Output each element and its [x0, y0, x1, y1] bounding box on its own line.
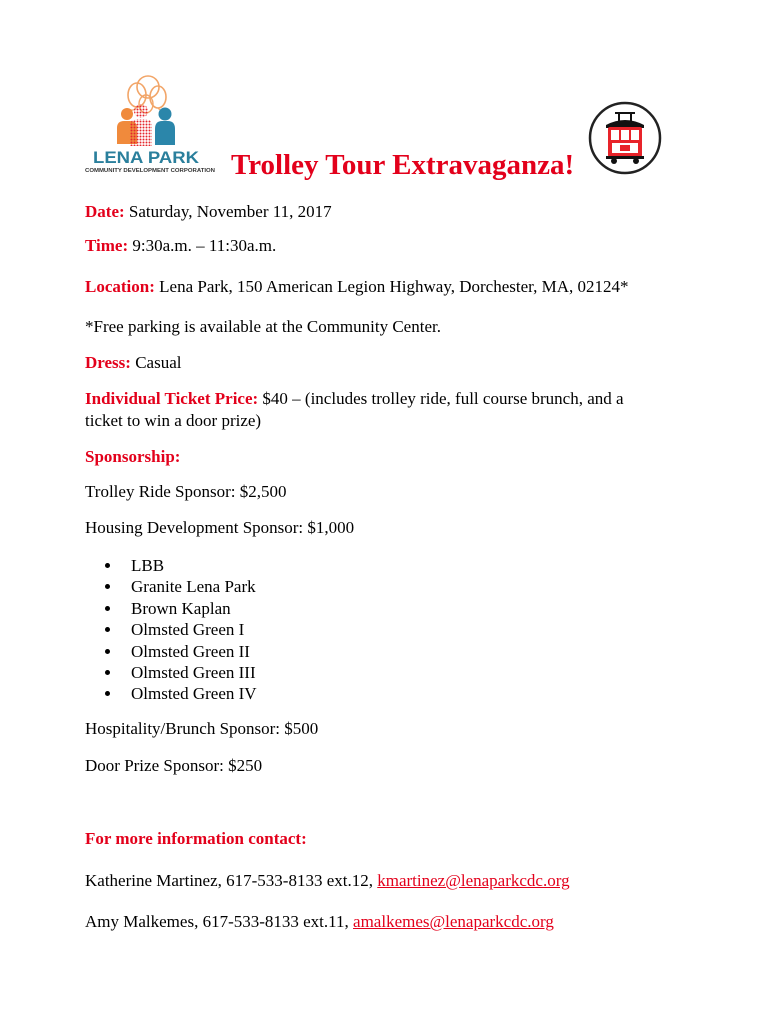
trolley-window-left	[611, 130, 619, 140]
list-item	[85, 662, 257, 683]
trolley-window-middle	[621, 130, 629, 140]
list-item	[85, 576, 257, 597]
housing-development-sponsor: Housing Development Sponsor: $1,000	[85, 518, 355, 537]
logo-subtitle: COMMUNITY DEVELOPMENT CORPORATION	[85, 168, 215, 174]
hospitality-brunch-sponsor: Hospitality/Brunch Sponsor: $500	[85, 719, 319, 738]
bullet-dot-icon	[105, 606, 110, 611]
trolley-door	[620, 145, 630, 151]
teal-figure-head	[159, 108, 172, 121]
contact-amy	[85, 912, 554, 932]
list-item-text: Granite Lena Park	[131, 577, 256, 597]
list-item	[85, 641, 257, 662]
door-prize-sponsor: Door Prize Sponsor: $250	[85, 756, 263, 775]
trolley-chassis	[606, 156, 644, 159]
contact-details: Amy Malkemes, 617-533-8133 ext.11,	[85, 912, 349, 931]
list-item	[85, 555, 257, 576]
contact-katherine	[85, 871, 570, 891]
date-label: Date:	[85, 202, 125, 221]
list-item	[85, 683, 257, 704]
teal-figure-body	[155, 121, 175, 145]
dress-label: Dress:	[85, 353, 131, 372]
bullet-dot-icon	[105, 627, 110, 632]
date-value: Saturday, November 11, 2017	[128, 202, 332, 221]
time-value: 9:30a.m. – 11:30a.m.	[132, 236, 277, 255]
dress-value: Casual	[135, 353, 182, 372]
time-label: Time:	[85, 236, 129, 255]
list-item-text: Brown Kaplan	[131, 598, 231, 618]
bullet-dot-icon	[105, 563, 110, 568]
orange-figure-head	[121, 108, 133, 120]
housing-sponsor-list	[85, 555, 257, 705]
list-item-text: Olmsted Green IV	[131, 684, 257, 704]
red-dotted-figure-body	[130, 119, 152, 146]
page-title: Trolley Tour Extravaganza!	[231, 149, 575, 181]
trolley-window-right	[631, 130, 639, 140]
event-location	[85, 277, 629, 297]
list-item	[85, 619, 257, 640]
list-item-text: Olmsted Green III	[131, 662, 256, 682]
ticket-value-line1: $40 – (includes trolley ride, full course brunch, and a	[262, 389, 624, 408]
people-balloons-icon	[117, 76, 175, 146]
email-link-kmartinez[interactable]: kmartinez@lenaparkcdc.org	[377, 871, 570, 890]
location-label: Location:	[85, 277, 155, 296]
list-item-text: LBB	[131, 556, 165, 575]
event-dress	[85, 353, 181, 373]
event-date	[85, 202, 332, 222]
red-dotted-figure-head	[134, 104, 148, 118]
trolley-wheel-left	[611, 158, 617, 164]
ticket-price	[85, 388, 624, 432]
ticket-label: Individual Ticket Price:	[85, 389, 259, 408]
parking-note: *Free parking is available at the Community Center.	[85, 317, 441, 336]
location-value: Lena Park, 150 American Legion Highway, Dorchester, MA, 02124*	[159, 277, 629, 296]
ticket-value-line2: ticket to win a door prize)	[85, 411, 262, 430]
bullet-dot-icon	[105, 691, 110, 696]
trolley-icon	[587, 100, 663, 176]
contact-heading: For more information contact:	[85, 829, 307, 848]
bullet-dot-icon	[105, 670, 110, 675]
list-item-text: Olmsted Green II	[131, 641, 250, 661]
lena-park-logo	[85, 72, 217, 178]
email-link-amalkemes[interactable]: amalkemes@lenaparkcdc.org	[353, 912, 554, 931]
list-item	[85, 598, 257, 619]
bullet-dot-icon	[105, 649, 110, 654]
list-item-text: Olmsted Green I	[131, 620, 245, 640]
bullet-dot-icon	[105, 584, 110, 589]
event-time	[85, 236, 276, 256]
logo-name: LENA PARK	[93, 148, 200, 167]
trolley-wheel-right	[633, 158, 639, 164]
trolley-ride-sponsor: Trolley Ride Sponsor: $2,500	[85, 482, 287, 501]
sponsorship-heading: Sponsorship:	[85, 447, 181, 466]
contact-details: Katherine Martinez, 617-533-8133 ext.12,	[85, 871, 373, 890]
